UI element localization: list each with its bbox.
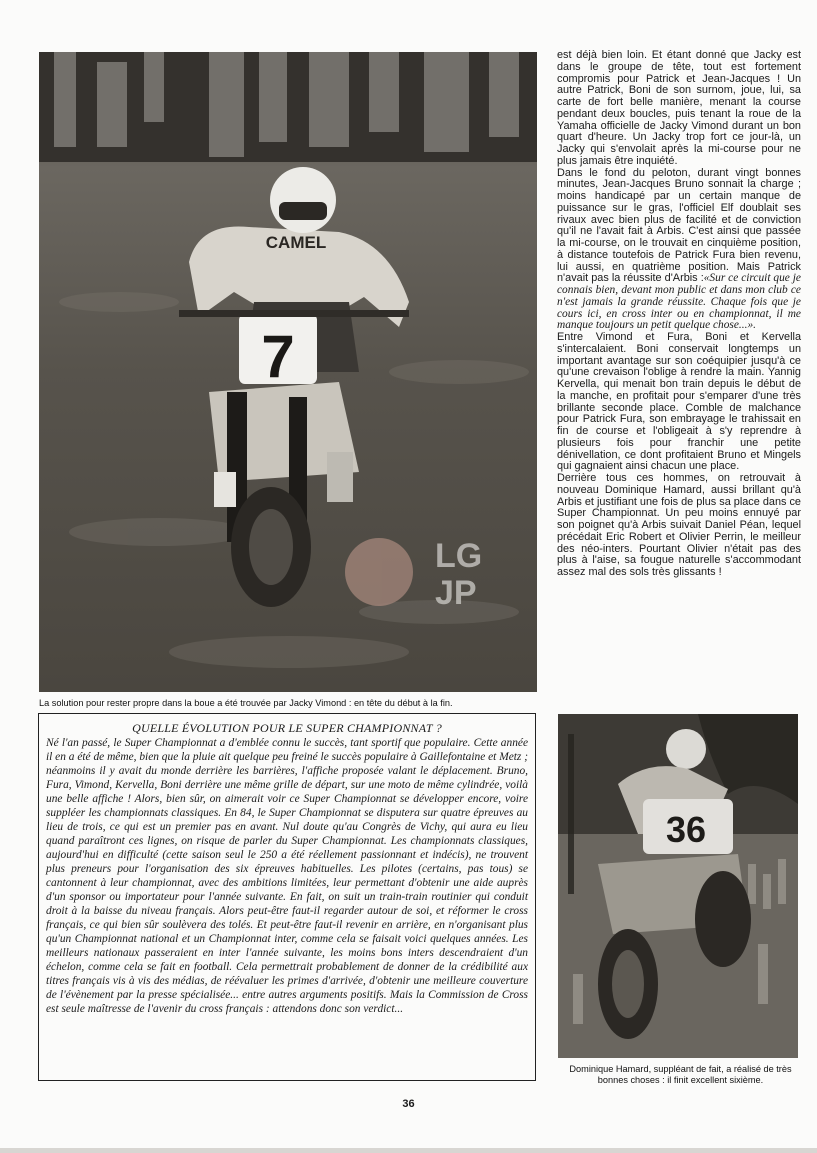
page-number: 36 (402, 1098, 415, 1110)
boxed-article (38, 713, 536, 1081)
article-paragraph: Entre Vimond et Fura, Boni et Kervella s'intercalaient. Boni conservait longtemps un important avantage sur son coéquipier jusqu'à ce qu'une crevaison l'oblige à rendre la main. Yannig Kervella, qui menait bon train depuis le début de la manche, en profitait pour s'emparer d'une très brillante seconde place. Comble de malchance pour Patrick Fura, son embrayage le trahissait en fin de course et l'obligeait à s'y reprendre à plusieurs fois pour franchir une petite dénivellation, ce dont profitaient Bruno et Mingels qui gagnaient ainsi chacun une place. (557, 331, 801, 473)
article-paragraph-text: Dans le fond du peloton, durant vingt bonnes minutes, Jean-Jacques Bruno sonnait la charge ; moins handicapé par un certain manque de puissance sur le gras, l'officiel Elf doublait ses rivaux avec bien plus de facilité et de conviction qu'il ne l'avait fait à Arbis. C'est ainsi que passée la mi-course, on le trouvait en cinquième position, à distance toutefois de Patrick Fura bien revenu, lui aussi, en quatrième position. Mais Patrick n'avait pas la réussite d'Arbis : (557, 166, 801, 285)
main-photo-image (39, 52, 537, 692)
watermark-text-top: LG (435, 537, 483, 575)
side-photo-image (558, 714, 798, 1058)
rider-quote: «Sur ce circuit que je connais bien, devant mon public et dans mon club ce n'est jamais la grande réussite. Chaque fois que je cours ici, en cross inter ou en championnat, il me manque toujours un petit quelque chose...». (557, 272, 801, 332)
main-photo (39, 52, 537, 692)
article-paragraph: Derrière tous ces hommes, on retrouvait à nouveau Dominique Hamard, aussi brillant qu'à Arbis et justifiant une fois de plus sa place dans ce Super Championnat. Un peu moins ennuyé par son poignet qu'à Arbis suivait Daniel Péan, lequel précédait Eric Robert et Olivier Perrin, le meilleur des néo-inters. Pourtant Olivier n'était pas des plus à l'aise, sa fougue naturelle s'accommodant assez mal des sols très glissants ! (557, 472, 801, 578)
article-paragraph (557, 168, 801, 333)
watermark-text-bottom: JP (435, 574, 477, 612)
right-article-column (557, 50, 801, 579)
article-paragraph: est déjà bien loin. Et étant donné que Jacky est dans le groupe de tête, tout est fortement compromis pour Patrick et Jean-Jacques ! Un autre Patrick, Boni de son surnom, joue, lui, sa carte de fort belle manière, menant la course pendant deux boucles, puis tenant la roue de la Yamaha officielle de Jacky Vimond durant un bon quart d'heure. Un Jacky trop fort ce jour-là, un Jacky qui s'envolait après la mi-course pour ne plus jamais être inquiété. (557, 49, 801, 167)
boxed-article-body: Né l'an passé, le Super Championnat a d'emblée connu le succès, tant sportif que populaire. Cette année il en a été de même, bien que la pluie ait quelque peu freiné le succès populaire à Gaillefontaine et Metz ; néanmoins il y avait du monde derrière les barrières, l'affiche proposée valant le déplacement. Bruno, Fura, Vimond, Kervella, Boni derrière une même grille de départ, sur une moto de même cylindrée, voilà une belle affiche ! Alors, bien sûr, on aimerait voir ce Super Championnat se développer encore, voire suppléer les championnats classiques. En 84, le Super Championnat se disputera sur quatre épreuves au lieu de trois, ce qui est un premier pas en avant. Nul doute qu'au Congrès de Vichy, qui aura eu lieu quand paraîtront ces lignes, on risque de parler du Super Championnat. Les championnats classiques, aujourd'hui en difficulté (cette saison seul le 250 a été réellement passionnant et indécis), ne trouvent plus preneurs pour l'organisation des six épreuves habituelles. Les pilotes (certains, pas tous) se cantonnent à leur championnat, avec des ambitions limitées, leur permettant d'obtenir une aide auprès d'un sponsor ou importateur pour l'année suivante. En fait, on suit un train-train routinier qui conduit droit à la baisse du niveau français. Alors peut-être faut-il regarder autour de soi, et réformer le cross français, ce qui bien sûr soulèvera des tolés. Et peut-être faut-il revenir en arrière, en n'organisant plus qu'un Championnat national et un Championnat inter, comme cela se faisait voici quelques années. Les meilleurs nationaux passeraient en inter l'année suivante, les moins bons inters descendraient d'un échelon, comme cela se fait en football. Cela permettrait probablement de donner de la crédibilité aux titres français vis à vis des médias, de réévaluer les primes d'arrivée, d'obtenir une meilleure couverture de l'évènement par la presse spécialisée... entre autres arguments positifs. Mais la Commission de Cross est seule maîtresse de l'avenir du cross français : attendons donc son verdict... (46, 737, 528, 1015)
side-photo-caption: Dominique Hamard, suppléant de fait, a réalisé de très bonnes choses : il finit excellent sixième. (569, 1064, 792, 1085)
boxed-article-title: QUELLE ÉVOLUTION POUR LE SUPER CHAMPIONNAT ? (132, 721, 442, 735)
bike-number-plate: 7 (261, 323, 295, 390)
side-photo (558, 714, 798, 1058)
sponsor-lettering: CAMEL (265, 233, 327, 252)
main-photo-caption: La solution pour rester propre dans la boue a été trouvée par Jacky Vimond : en tête du début à la fin. (39, 698, 453, 708)
side-bike-number: 36 (665, 809, 707, 850)
page-bottom-edge (0, 1148, 817, 1153)
